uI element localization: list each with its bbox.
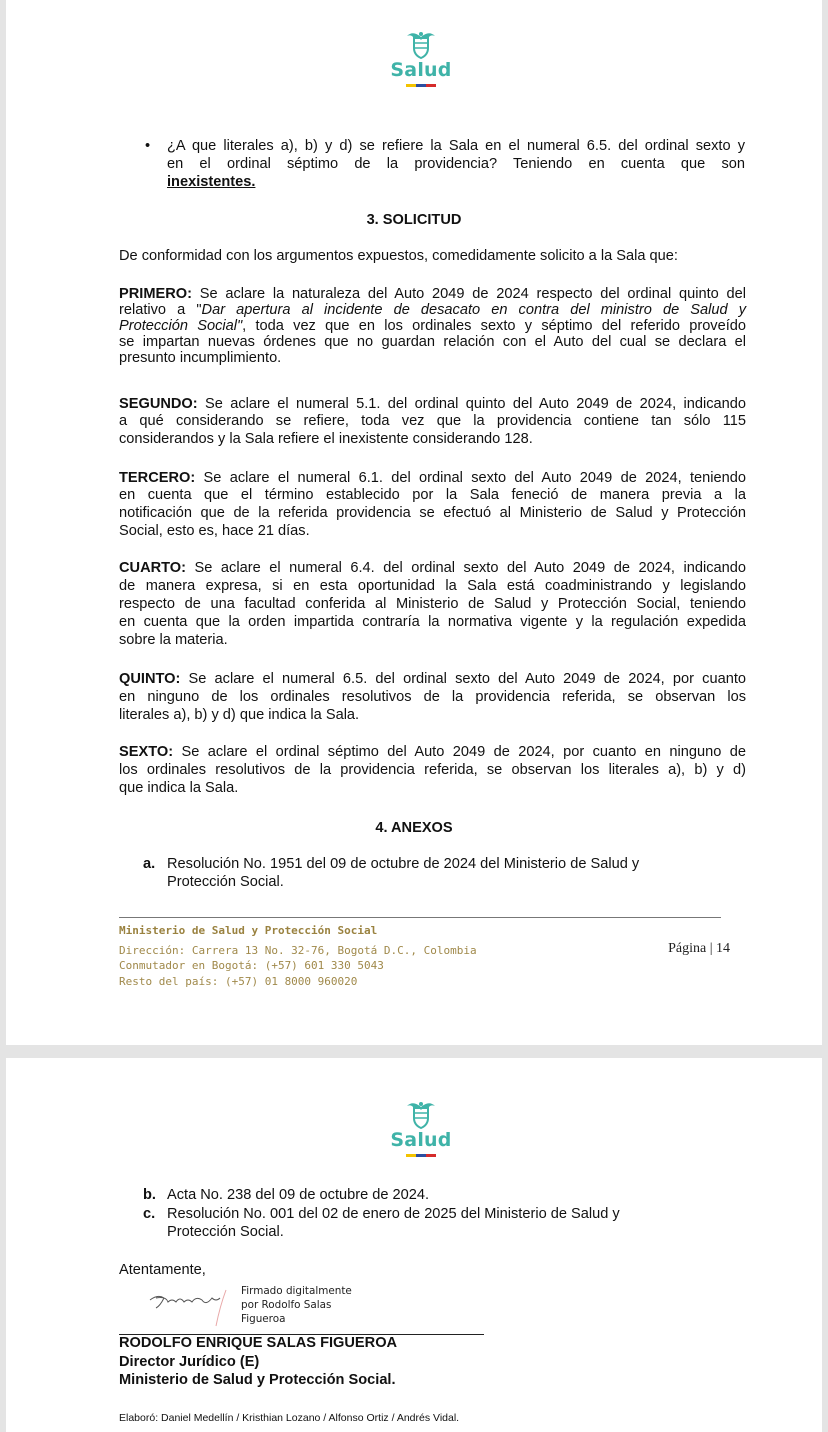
primero-line-3: Protección Social", toda vez que en los ordinales sexto y séptimo del referido proveído <box>119 318 747 334</box>
footer-divider <box>119 917 721 918</box>
tercero-line-3: notificación que de la referida providencia se efectuó al Ministerio de Salud y Protección <box>119 505 746 521</box>
intro-paragraph: De conformidad con los argumentos expuestos, comedidamente solicito a la Sala que: <box>119 248 678 264</box>
footer-org: Ministerio de Salud y Protección Social <box>119 924 378 937</box>
segundo-line-2: a qué considerando se refiere, toda vez que la providencia contiene tan sólo 115 <box>119 413 746 429</box>
coat-of-arms-icon <box>404 1098 438 1130</box>
salud-logo <box>376 28 466 87</box>
section-heading-solicitud: 3. SOLICITUD <box>366 212 462 228</box>
cuarto-line-4: en cuenta que la orden impartida contraría la normativa vigente y la regulación expedida <box>119 614 746 630</box>
segundo-line-3: considerandos y la Sala refiere el inexistente considerando 128. <box>119 431 533 447</box>
elaboro-line: Elaboró: Daniel Medellín / Kristhian Lozano / Alfonso Ortiz / Andrés Vidal. <box>119 1412 460 1424</box>
cuarto-line-5: sobre la materia. <box>119 632 228 648</box>
quinto-line-3: literales a), b) y d) que indica la Sala. <box>119 707 360 723</box>
anexo-c-marker: c. <box>143 1206 156 1222</box>
bullet-line-2: en el ordinal séptimo de la providencia? Teniendo en cuenta que son <box>167 156 745 172</box>
tercero-line-2: en cuenta que el término establecido por la Sala feneció de manera previa a la <box>119 487 746 503</box>
anexo-b-line: Acta No. 238 del 09 de octubre de 2024. <box>167 1187 430 1203</box>
document-page-15 <box>6 1058 822 1432</box>
footer-contact <box>119 923 477 989</box>
footer-phone-national: Resto del país: (+57) 01 8000 960020 <box>119 974 358 988</box>
cuarto-line-1: CUARTO: Se aclare el numeral 6.4. del ordinal sexto del Auto 2049 de 2024, indicando <box>119 560 746 576</box>
sexto-line-1: SEXTO: Se aclare el ordinal séptimo del Auto 2049 de 2024, por cuanto en ninguno de <box>119 744 746 760</box>
salud-wordmark: Salud <box>390 59 452 81</box>
handwritten-signature <box>146 1284 246 1328</box>
salud-logo <box>376 1098 466 1157</box>
signer-name: RODOLFO ENRIQUE SALAS FIGUEROA <box>119 1335 398 1351</box>
quinto-line-2: en ninguno de los ordinales resolutivos de la providencia referida, se observan los <box>119 689 746 705</box>
anexo-a-line-1: Resolución No. 1951 del 09 de octubre de 2024 del Ministerio de Salud y <box>167 856 640 872</box>
primero-line-1: PRIMERO: Se aclare la naturaleza del Auto 2049 de 2024 respecto del ordinal quinto del <box>119 286 746 302</box>
anexo-b-marker: b. <box>143 1187 156 1203</box>
footer-phone-bogota: Conmutador en Bogotá: (+57) 601 330 5043 <box>119 959 384 972</box>
tercero-line-4: Social, esto es, hace 21 días. <box>119 523 310 539</box>
footer-address: Dirección: Carrera 13 No. 32-76, Bogotá D.C., Colombia <box>119 943 477 957</box>
primero-line-2: relativo a "Dar apertura al incidente de desacato en contra del ministro de Salud y <box>119 302 747 318</box>
cuarto-line-3: respecto de una facultad conferida al Ministerio de Salud y Protección Social, teniendo <box>119 596 746 612</box>
cuarto-line-2: de manera expresa, si en esta oportunidad la Sala está coadministrando y legislando <box>119 578 746 594</box>
tercero-line-1: TERCERO: Se aclare el numeral 6.1. del ordinal sexto del Auto 2049 de 2024, teniendo <box>119 470 746 486</box>
bullet-line-1: ¿A que literales a), b) y d) se refiere la Sala en el numeral 6.5. del ordinal sexto y <box>167 138 745 154</box>
anexo-c-line-2: Protección Social. <box>167 1224 284 1240</box>
anexo-a-marker: a. <box>143 856 156 872</box>
primero-line-4: se impartan nuevas órdenes que no guardan relación con el Auto del cual se declara el <box>119 334 746 350</box>
document-page-14 <box>6 0 822 1045</box>
bullet-line-3: inexistentes. <box>167 174 256 190</box>
coat-of-arms-icon <box>404 28 438 60</box>
signer-organization: Ministerio de Salud y Protección Social. <box>119 1372 396 1388</box>
sexto-line-3: que indica la Sala. <box>119 780 239 796</box>
quinto-line-1: QUINTO: Se aclare el numeral 6.5. del ordinal sexto del Auto 2049 de 2024, por cuanto <box>119 671 746 687</box>
colombia-flag-bar <box>406 1154 436 1157</box>
anexo-a-line-2: Protección Social. <box>167 874 284 890</box>
closing-salutation: Atentamente, <box>119 1262 206 1278</box>
page-number: Página | 14 <box>668 941 730 956</box>
anexo-c-line-1: Resolución No. 001 del 02 de enero de 2025 del Ministerio de Salud y <box>167 1206 620 1222</box>
primero-line-5: presunto incumplimiento. <box>119 350 282 366</box>
sexto-line-2: los ordinales resolutivos de la providencia referida, se observan los literales a), b) y d) <box>119 762 746 778</box>
section-heading-anexos: 4. ANEXOS <box>375 820 453 836</box>
digital-signature-note: Firmado digitalmente por Rodolfo Salas Figueroa <box>241 1285 352 1325</box>
salud-wordmark: Salud <box>390 1129 452 1151</box>
bullet-dot: • <box>145 138 151 154</box>
colombia-flag-bar <box>406 84 436 87</box>
segundo-line-1: SEGUNDO: Se aclare el numeral 5.1. del ordinal quinto del Auto 2049 de 2024, indicando <box>119 396 746 412</box>
signer-title: Director Jurídico (E) <box>119 1354 260 1370</box>
